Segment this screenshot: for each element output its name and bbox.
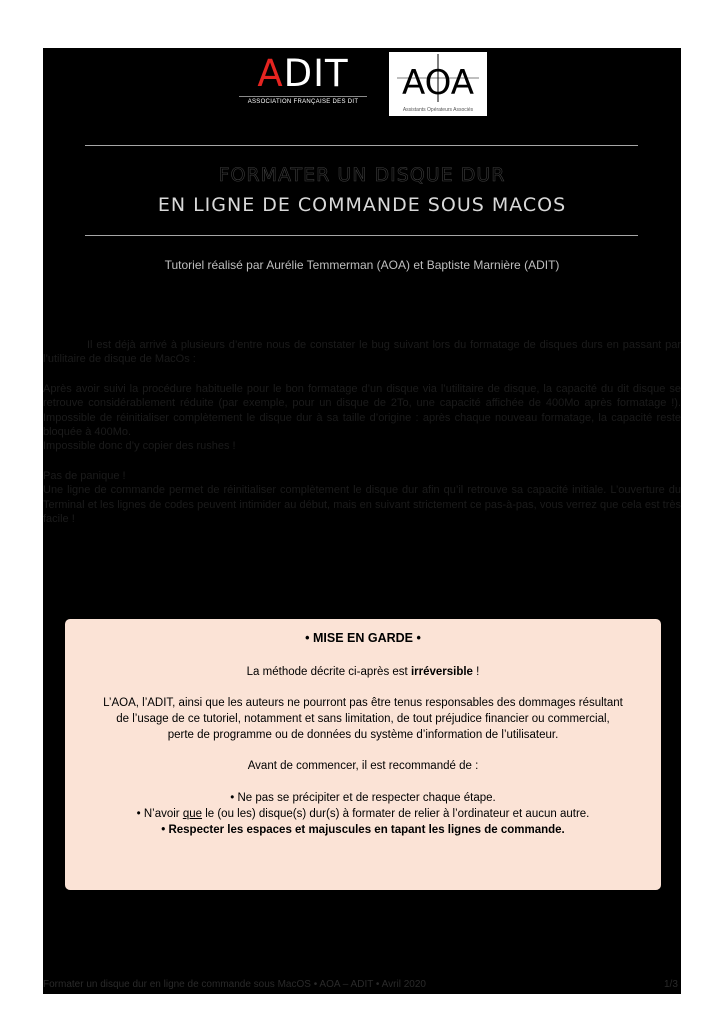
intro-paragraph-2 [43,382,681,454]
intro-paragraph-3 [43,469,681,527]
warning-box [65,619,661,890]
warning-bullet-3-text: • Respecter les espaces et majuscules en tapant les lignes de commande. [161,824,565,836]
warning-line1-post: ! [472,666,480,678]
intro-paragraph-2-end: Impossible donc d’y copier des rushes ! [43,440,236,453]
warning-irreversible-word: irréversible [410,666,473,678]
intro-paragraph-2-text: Après avoir suivi la procédure habituelle pour le bon formatage d’un disque via l’utilitaire de disque, la capacité du dit disque se retrouve considérablement réduite (par exemple, pour un disque de 2To, une capacité affichée de 400Mo après formatage !). Impossible de réinitialiser complètement le disque dur à sa taille d’origine : après chaque nouveau formatage, la capacité reste bloquée à 400Mo. [43,382,681,439]
warning-disclaimer-line2: de l’usage de ce tutoriel, notamment et sans limitation, de tout préjudice financier ou commercial, [116,713,610,725]
adit-wordmark-rest: DIT [283,52,349,95]
adit-subtitle: ASSOCIATION FRANÇAISE DES DIT [247,99,359,105]
adit-wordmark-a-letter: A [257,52,284,95]
warning-title: • MISE EN GARDE • [305,631,421,645]
title-top-rule [85,145,638,146]
warning-before-start: Avant de commencer, il est recommandé de : [247,760,479,772]
aoa-subtitle: Assistants Opérateurs Associés [402,107,474,113]
title-bottom-rule [85,235,638,236]
aoa-wordmark: AOA [401,63,475,103]
intro-paragraph-1: Il est déjà arrivé à plusieurs d’entre nous de constater le bug suivant lors du formatage de disques durs en passant par l’utilitaire de disque de MacOs : [43,339,681,366]
adit-wordmark [233,54,373,94]
warning-bullet-3 [65,823,661,839]
warning-bullet-1: • Ne pas se précipiter et de respecter chaque étape. [230,792,496,804]
intro-text [43,338,681,541]
document-title-line1: FORMATER UN DISQUE DUR [218,164,506,186]
adit-logo [233,54,373,120]
logo-header [43,48,681,118]
warning-line1-pre: La méthode décrite ci-après est [246,666,411,678]
aoa-logo-mark [389,52,487,104]
adit-logo-rule [239,96,367,97]
aoa-logo [389,52,487,116]
warning-bullet-2-pre: • N’avoir [136,808,183,820]
document-page [43,48,681,994]
document-title-line2: EN LIGNE DE COMMANDE SOUS MACOS [157,194,567,216]
warning-disclaimer-line3: perte de programme ou de données du système d’information de l’utilisateur. [167,729,559,741]
warning-bullet-2 [65,807,661,823]
intro-paragraph-3-lead: Pas de panique ! [43,469,126,482]
footer-text: Formater un disque dur en ligne de commande sous MacOS • AOA – ADIT • Avril 2020 [43,979,426,990]
byline: Tutoriel réalisé par Aurélie Temmerman (AOA) et Baptiste Marnière (ADIT) [164,258,560,272]
warning-bullet-2-underlined: que [182,808,203,820]
page-number: 1/3 [664,979,678,990]
warning-disclaimer-line1: L’AOA, l’ADIT, ainsi que les auteurs ne pourront pas être tenus responsables des dommages résultant [103,697,623,709]
warning-irreversible-line [65,665,661,681]
intro-paragraph-3-text: Une ligne de commande permet de réinitialiser complètement le disque dur afin qu’il retrouve sa capacité initiale. L’ouverture du Terminal et les lignes de codes peuvent intimider au début, mais en suivant strictement ce pas-à-pas, vous verrez que cela est très facile ! [43,484,681,526]
warning-bullet-2-post: le (ou les) disque(s) dur(s) à formater de relier à l’ordinateur et aucun autre. [202,808,590,820]
